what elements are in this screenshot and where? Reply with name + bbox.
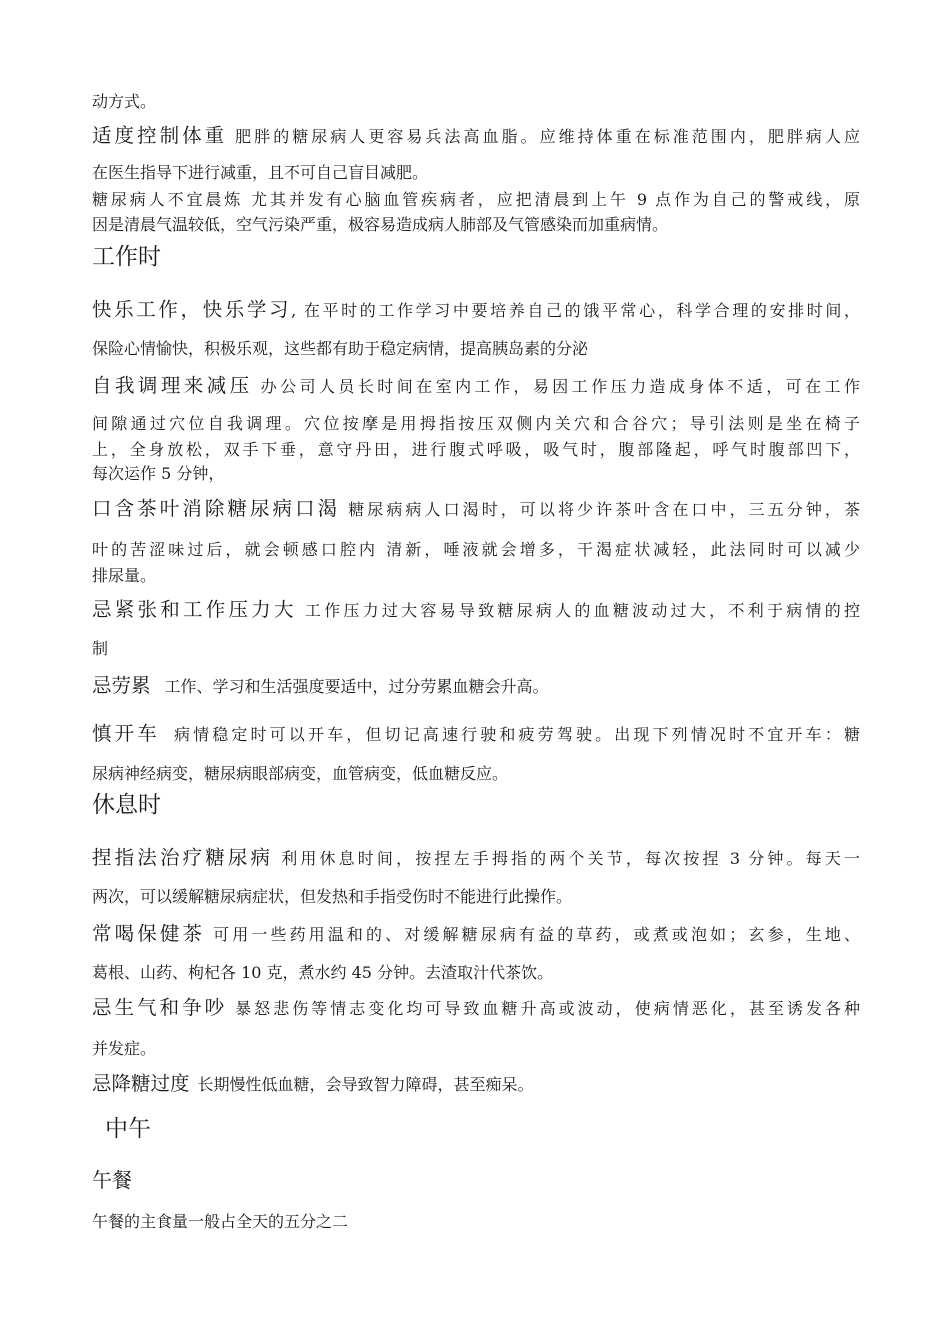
item-heading: 忌劳累 [92,674,151,697]
text-line: 尿病神经病变，糖尿病眼部病变，血管病变，低血糖反应。 [92,764,509,783]
item-heading: 适度控制体重 [92,124,228,147]
text-line [92,675,549,698]
text-line: 保险心情愉快，积极乐观，这些都有助于稳定病情，提高胰岛素的分泌 [92,339,589,358]
item-heading: 忌生气和争吵 [92,996,228,1019]
item-heading: 慎开车 [92,722,160,745]
item-heading: 自我调理来减压 [92,374,253,397]
text-line: 制 [92,639,109,658]
text-line: 午餐的主食量一般占全天的五分之二 [92,1212,349,1231]
text-line: 葛根、山药、枸杞各 10 克，煮水约 45 分钟。去渣取汁代茶饮。 [92,963,554,982]
text-line [92,923,860,946]
item-text: 可用一些药用温和的、对缓解糖尿病有益的草药，或煮或泡如；玄参，生地、 [213,925,860,944]
text-line [92,599,860,622]
item-text: 工作、学习和生活强度要适中，过分劳累血糖会升高。 [164,677,549,696]
item-text: 办公司人员长时间在室内工作，易因工作压力造成身体不适，可在工作 [260,377,860,396]
text-line [92,997,860,1020]
item-heading: 常喝保健茶 [92,922,206,945]
text-line [92,375,860,398]
item-heading: 忌紧张和工作压力大 [92,598,297,621]
text-line [92,847,860,870]
text-line: 在医生指导下进行减重，且不可自己盲目减肥。 [92,163,429,182]
text-line: 动方式。 [92,92,157,111]
item-heading: 捏指法治疗糖尿病 [92,846,274,869]
text-line: 并发症。 [92,1039,157,1058]
text-line [92,498,860,521]
item-text: 病情稳定时可以开车，但切记高速行驶和疲劳驾驶。出现下列情况时不宜开车：糖 [173,725,860,744]
section-heading-work: 工作时 [92,244,161,270]
item-text: 长期慢性低血糖，会导致智力障碍，甚至痴呆。 [197,1075,534,1094]
item-text: 肥胖的糖尿病人更容易兵法高血脂。应维持体重在标准范围内，肥胖病人应 [235,127,860,146]
text-line: 糖尿病人不宜晨炼 尤其并发有心脑血管疾病者，应把清晨到上午 9 点作为自己的警戒线，原 [92,190,860,209]
item-text: 工作压力过大容易导致糖尿病人的血糖波动过大，不利于病情的控 [304,601,860,620]
text-line: 因是清晨气温较低，空气污染严重，极容易造成病人肺部及气管感染而加重病情。 [92,215,669,234]
section-heading-rest: 休息时 [92,792,161,818]
item-heading: 忌降糖过度 [92,1072,190,1095]
text-line: 间隙通过穴位自我调理。穴位按摩是用拇指按压双侧内关穴和合谷穴；导引法则是坐在椅子 [92,414,860,433]
item-text: , 在平时的工作学习中要培养自己的饿平常心，科学合理的安排时间， [291,301,860,320]
item-heading: 快乐工作，快乐学习 [92,298,292,321]
item-text: 利用休息时间，按捏左手拇指的两个关节，每次按捏 3 分钟。每天一 [281,849,860,868]
text-line: 两次，可以缓解糖尿病症状，但发热和手指受伤时不能进行此操作。 [92,887,573,906]
text-line [92,299,860,322]
text-line: 每次运作 5 分钟， [92,464,225,483]
section-heading-noon: 中午 [105,1116,151,1142]
text-line: 上，全身放松，双手下垂，意守丹田，进行腹式呼吸，吸气时，腹部隆起，呼气时腹部凹下， [92,440,860,459]
subsection-heading-lunch: 午餐 [92,1168,132,1192]
text-line: 排尿量。 [92,566,157,585]
item-heading: 口含茶叶消除糖尿病口渴 [92,497,341,520]
text-line [92,1073,534,1096]
item-text: 暴怒悲伤等情志变化均可导致血糖升高或波动，使病情恶化，甚至诱发各种 [235,999,860,1018]
text-line: 叶的苦涩味过后，就会顿感口腔内 清新，唾液就会增多，干渴症状减轻，此法同时可以减少 [92,540,860,559]
text-line [92,723,860,746]
text-line [92,125,860,148]
item-text: 糖尿病病人口渴时，可以将少许茶叶含在口中，三五分钟，茶 [348,500,860,519]
